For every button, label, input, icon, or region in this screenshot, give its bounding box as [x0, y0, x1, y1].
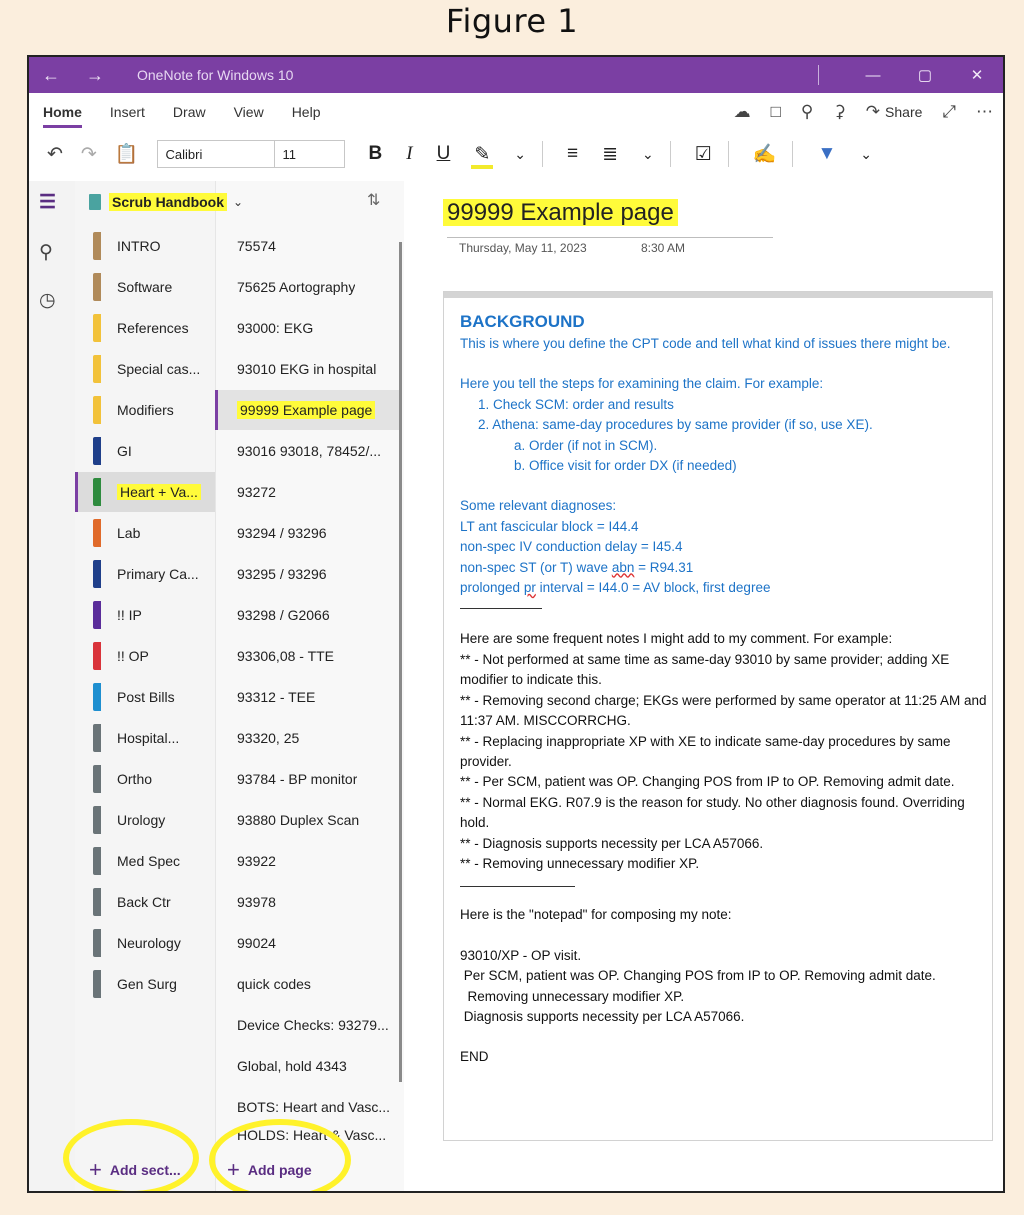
page-item[interactable] [215, 677, 399, 717]
tab-view[interactable]: View [233, 104, 264, 120]
font-size-field[interactable]: 11 [275, 140, 345, 168]
notepad-line: Diagnosis supports necessity per LCA A57066. [460, 1008, 745, 1024]
section-color-tab [93, 273, 101, 301]
dx-intro: Some relevant diagnoses: [460, 498, 617, 514]
section-item[interactable] [75, 513, 215, 553]
sticky-notes-icon[interactable]: □ [770, 102, 781, 121]
section-color-tab [93, 806, 101, 834]
page-item[interactable] [215, 1046, 399, 1086]
notebooks-icon[interactable]: ☰ [39, 192, 57, 213]
section-label: Hospital... [117, 730, 180, 746]
note-template: ** - Diagnosis supports necessity per LCA A57066. [460, 835, 764, 851]
note-template: ** - Normal EKG. R07.9 is the reason for study. No other diagnosis found. Overriding hold. [460, 794, 965, 831]
section-item[interactable] [75, 554, 215, 594]
section-color-tab [93, 314, 101, 342]
section-label: Med Spec [117, 853, 181, 869]
share-button[interactable] [866, 102, 923, 122]
add-section-label: Add sect... [109, 1162, 181, 1178]
page-item[interactable] [215, 923, 399, 963]
section-label: Heart + Va... [117, 484, 201, 500]
font-name-field[interactable]: Calibri [157, 140, 275, 168]
section-item[interactable] [75, 390, 215, 430]
steps-intro: Here you tell the steps for examining the claim. For example: [460, 376, 824, 392]
formatting-toolbar [29, 133, 1003, 175]
clipboard-icon[interactable]: 📋 [114, 144, 139, 165]
step-subitem: b. Office visit for order DX (if needed) [514, 458, 737, 474]
toolbar-divider-3 [728, 141, 729, 167]
section-color-tab [93, 560, 101, 588]
tab-insert[interactable]: Insert [109, 104, 145, 120]
section-label: References [117, 320, 189, 336]
page-item[interactable] [215, 472, 399, 512]
step-subitem: a. Order (if not in SCM). [514, 437, 658, 453]
page-item[interactable] [215, 841, 399, 881]
recent-clock-icon[interactable]: ◷ [39, 290, 56, 311]
section-item[interactable] [75, 431, 215, 471]
app-title: OneNote for Windows 10 [137, 67, 294, 83]
page-item[interactable] [215, 1005, 399, 1045]
page-label: 93306,08 - TTE [237, 648, 335, 664]
bullet-list-icon[interactable]: ≡ [566, 143, 579, 164]
note-template: ** - Removing unnecessary modifier XP. [460, 855, 700, 871]
section-label: !! OP [117, 648, 149, 664]
page-label: 93312 - TEE [237, 689, 316, 705]
toolbar-divider-2 [670, 141, 671, 167]
page-label: 93016 93018, 78452/... [237, 443, 382, 459]
ribbon-tabs [29, 93, 1003, 131]
page-label: Device Checks: 93279... [237, 1017, 389, 1033]
section-color-tab [93, 601, 101, 629]
add-page-label: Add page [247, 1162, 312, 1178]
page-label: HOLDS: Heart & Vasc... [237, 1127, 387, 1143]
section-item[interactable] [75, 759, 215, 799]
page-item[interactable] [215, 882, 399, 922]
section-item[interactable] [75, 800, 215, 840]
page-label: 93272 [237, 484, 276, 500]
page-label: BOTS: Heart and Vasc... [237, 1099, 391, 1115]
section-item[interactable] [75, 964, 215, 1004]
nav-rail [29, 181, 75, 1193]
section-item[interactable] [75, 923, 215, 963]
note-template: ** - Per SCM, patient was OP. Changing POS from IP to OP. Removing admit date. [460, 774, 955, 790]
section-item-active[interactable] [75, 472, 215, 512]
page-item[interactable] [215, 759, 399, 799]
end-marker: END [460, 1049, 489, 1065]
section-color-tab [93, 765, 101, 793]
maximize-button[interactable]: ▢ [917, 67, 933, 84]
back-arrow-icon[interactable]: ← [42, 64, 60, 85]
section-color-tab [93, 355, 101, 383]
section-item[interactable] [75, 718, 215, 758]
section-item[interactable] [75, 882, 215, 922]
tab-draw[interactable]: Draw [172, 104, 206, 120]
notebook-selector[interactable] [89, 190, 243, 214]
plus-icon: + [89, 1157, 102, 1182]
numbered-list-icon[interactable]: ≣ [602, 143, 618, 165]
page-item[interactable] [215, 1087, 399, 1127]
note-body [460, 310, 990, 1068]
add-section-button[interactable] [89, 1157, 181, 1183]
redo-icon[interactable]: ↷ [80, 143, 97, 165]
notebook-icon [89, 194, 101, 210]
section-label: INTRO [117, 238, 161, 254]
toolbar-divider-4 [792, 141, 793, 167]
page-label: 93784 - BP monitor [237, 771, 358, 787]
section-label: Post Bills [117, 689, 175, 705]
section-item[interactable] [75, 636, 215, 676]
onenote-window [27, 55, 1005, 1193]
more-tools-chevron-icon[interactable]: ⌄ [860, 145, 872, 162]
page-title-area[interactable] [443, 199, 678, 227]
chevron-down-icon[interactable]: ⌄ [514, 145, 526, 162]
section-color-tab [93, 929, 101, 957]
section-color-tab [93, 970, 101, 998]
page-item[interactable] [215, 554, 399, 594]
sort-icon[interactable]: ⇅ [367, 192, 381, 209]
underline-button[interactable]: U [436, 143, 451, 164]
page-label: 93298 / G2066 [237, 607, 330, 623]
page-item-active[interactable] [215, 390, 399, 430]
page-title: 99999 Example page [443, 199, 678, 226]
page-label: 99024 [237, 935, 276, 951]
italic-button[interactable]: I [406, 143, 413, 164]
section-label: Modifiers [117, 402, 174, 418]
section-label: Gen Surg [117, 976, 177, 992]
dx-item: non-spec ST (or T) wave abn = R94.31 [460, 559, 694, 575]
section-color-tab [93, 437, 101, 465]
page-item[interactable] [215, 1125, 399, 1145]
expand-icon[interactable]: ⤢ [942, 102, 956, 121]
page-label: 93922 [237, 853, 276, 869]
ribbon-right-actions [734, 93, 993, 131]
divider-line [460, 886, 575, 887]
section-label: Primary Ca... [117, 566, 199, 582]
window-controls [818, 57, 1003, 93]
section-item[interactable] [75, 677, 215, 717]
title-underline [447, 237, 773, 238]
title-bar [29, 57, 1003, 93]
styles-icon[interactable]: ✍ [752, 144, 777, 165]
section-item[interactable] [75, 349, 215, 389]
section-color-tab [93, 519, 101, 547]
page-label: 93320, 25 [237, 730, 300, 746]
section-label: Back Ctr [117, 894, 171, 910]
tab-home[interactable]: Home [43, 98, 82, 126]
dx-item: LT ant fascicular block = I44.4 [460, 518, 639, 534]
minimize-button[interactable]: — [865, 66, 881, 84]
page-item[interactable] [215, 349, 399, 389]
section-color-tab [93, 396, 101, 424]
page-item[interactable] [215, 595, 399, 635]
page-label: 93294 / 93296 [237, 525, 327, 541]
page-item[interactable] [215, 267, 399, 307]
section-item[interactable] [75, 841, 215, 881]
section-item[interactable] [75, 226, 215, 266]
notebook-name: Scrub Handbook [109, 193, 227, 211]
page-label: 93880 Duplex Scan [237, 812, 360, 828]
bell-icon[interactable]: ⚳ [833, 102, 846, 121]
notepad-intro: Here is the "notepad" for composing my note: [460, 907, 732, 923]
section-item[interactable] [75, 308, 215, 348]
notepad-line: Removing unnecessary modifier XP. [460, 988, 685, 1004]
plus-icon: + [227, 1157, 240, 1182]
page-label: 93978 [237, 894, 276, 910]
divider-line [460, 608, 542, 609]
add-page-button[interactable] [227, 1157, 312, 1183]
step-item: 1. Check SCM: order and results [478, 396, 674, 412]
close-button[interactable]: ✕ [970, 67, 984, 84]
highlighter-icon[interactable]: ✎ [474, 143, 491, 165]
search-icon[interactable]: ⚲ [39, 242, 53, 263]
page-item[interactable] [215, 964, 399, 1004]
undo-icon[interactable]: ↶ [47, 143, 63, 165]
page-time: 8:30 AM [641, 241, 686, 255]
note-template: ** - Not performed at same time as same-day 93010 by same provider; adding XE modifier to indicate this. [460, 651, 950, 688]
more-options-icon[interactable]: ⋯ [976, 102, 993, 121]
dx-item: prolonged pr interval = I44.0 = AV block, first degree [460, 580, 771, 596]
page-item[interactable] [215, 718, 399, 758]
section-color-tab [93, 478, 101, 506]
page-item[interactable] [215, 800, 399, 840]
section-label: GI [117, 443, 132, 459]
page-label: 75574 [237, 238, 276, 254]
page-label: 93295 / 93296 [237, 566, 327, 582]
page-item[interactable] [215, 226, 399, 266]
notebook-chevron-icon: ⌄ [233, 195, 244, 209]
share-icon: ↷ [865, 102, 881, 121]
section-label: Neurology [117, 935, 181, 951]
sync-icon[interactable]: ☁ [733, 102, 751, 121]
note-heading: BACKGROUND [460, 312, 585, 331]
section-label: Software [117, 279, 173, 295]
notepad-line: Per SCM, patient was OP. Changing POS from IP to OP. Removing admit date. [460, 968, 936, 984]
forward-arrow-icon[interactable]: → [86, 64, 104, 85]
note-template: ** - Removing second charge; EKGs were performed by same operator at 11:25 AM and 11:37 AM. MISCCORRCHG. [460, 692, 987, 729]
notepad-line: 93010/XP - OP visit. [460, 947, 582, 963]
dictate-icon[interactable]: ▼ [817, 143, 837, 164]
section-label: !! IP [117, 607, 142, 623]
page-label: 75625 Aortography [237, 279, 356, 295]
share-label: Share [885, 104, 923, 120]
page-date: Thursday, May 11, 2023 [459, 241, 587, 255]
todo-tag-icon[interactable]: ☑ [694, 143, 712, 165]
section-item[interactable] [75, 595, 215, 635]
note-container[interactable] [443, 291, 993, 1141]
page-list-scrollbar[interactable] [399, 242, 402, 1082]
page-label: Global, hold 4343 [237, 1058, 347, 1074]
notes-intro: Here are some frequent notes I might add to my comment. For example: [460, 631, 893, 647]
page-item[interactable] [215, 513, 399, 553]
toolbar-divider [542, 141, 543, 167]
page-item[interactable] [215, 431, 399, 471]
page-label: quick codes [237, 976, 311, 992]
page-item[interactable] [215, 308, 399, 348]
note-container-handle[interactable] [444, 292, 992, 298]
page-label: 99999 Example page [237, 401, 375, 419]
section-color-tab [93, 724, 101, 752]
page-item[interactable] [215, 636, 399, 676]
tab-help[interactable]: Help [291, 104, 321, 120]
list-options-chevron-icon[interactable]: ⌄ [641, 145, 654, 162]
section-item[interactable] [75, 267, 215, 307]
bold-button[interactable]: B [368, 143, 383, 164]
step-item: 2. Athena: same-day procedures by same provider (if so, use XE). [478, 417, 873, 433]
section-label: Urology [117, 812, 166, 828]
dx-item: non-spec IV conduction delay = I45.4 [460, 539, 683, 555]
titlebar-divider [818, 65, 819, 85]
note-intro: This is where you define the CPT code and tell what kind of issues there might be. [460, 336, 951, 351]
lightbulb-icon[interactable]: ⚲ [800, 102, 814, 121]
page-label: 93000: EKG [237, 320, 314, 336]
note-template: ** - Replacing inappropriate XP with XE to indicate same-day procedures by same provider. [460, 733, 951, 769]
page-label: 93010 EKG in hospital [237, 361, 377, 377]
section-color-tab [93, 683, 101, 711]
section-label: Lab [117, 525, 141, 541]
section-color-tab [93, 888, 101, 916]
section-color-tab [93, 847, 101, 875]
section-label: Special cas... [117, 361, 201, 377]
figure-caption: Figure 1 [445, 2, 579, 40]
section-color-tab [93, 642, 101, 670]
section-label: Ortho [117, 771, 153, 787]
section-color-tab [93, 232, 101, 260]
